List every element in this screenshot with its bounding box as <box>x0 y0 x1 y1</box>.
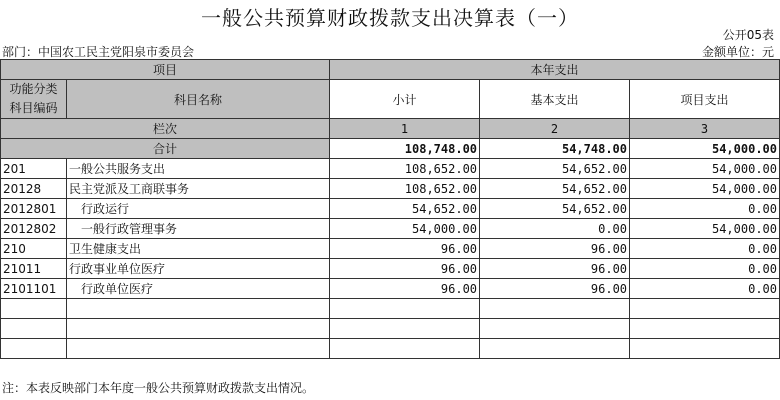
header-project: 项目支出 <box>630 80 780 119</box>
department-label: 部门：中国农工民主党阳泉市委员会 <box>2 45 195 59</box>
table-row <box>1 159 780 179</box>
row-code: 21011 <box>1 259 67 279</box>
header-basic: 基本支出 <box>480 80 630 119</box>
header-name: 科目名称 <box>67 80 330 119</box>
column-number-3: 3 <box>630 119 780 139</box>
total-basic: 54,748.00 <box>480 139 630 159</box>
row-subtotal: 108,652.00 <box>330 159 480 179</box>
row-project: 0.00 <box>630 259 780 279</box>
row-name: 一般行政管理事务 <box>67 219 330 239</box>
row-code: 20128 <box>1 179 67 199</box>
table-row <box>1 219 780 239</box>
table-row <box>1 259 780 279</box>
row-project: 54,000.00 <box>630 159 780 179</box>
row-subtotal: 108,652.00 <box>330 179 480 199</box>
column-number-2: 2 <box>480 119 630 139</box>
empty-row <box>1 299 780 319</box>
report-title: 一般公共预算财政拨款支出决算表（一） <box>201 6 579 30</box>
row-project: 0.00 <box>630 279 780 299</box>
footnote: 注：本表反映部门本年度一般公共预算财政拨款支出情况。 <box>2 381 315 395</box>
row-basic: 0.00 <box>480 219 630 239</box>
row-subtotal: 96.00 <box>330 259 480 279</box>
row-subtotal: 54,000.00 <box>330 219 480 239</box>
row-name: 一般公共服务支出 <box>67 159 330 179</box>
row-code: 210 <box>1 239 67 259</box>
row-basic: 54,652.00 <box>480 159 630 179</box>
row-name: 行政运行 <box>67 199 330 219</box>
header-current-year: 本年支出 <box>330 60 780 80</box>
form-number: 公开05表 <box>722 28 774 42</box>
row-project: 0.00 <box>630 199 780 219</box>
row-basic: 54,652.00 <box>480 179 630 199</box>
row-basic: 96.00 <box>480 279 630 299</box>
column-number-1: 1 <box>330 119 480 139</box>
row-basic: 96.00 <box>480 259 630 279</box>
total-project: 54,000.00 <box>630 139 780 159</box>
header-code: 功能分类 科目编码 <box>1 80 67 119</box>
row-subtotal: 96.00 <box>330 279 480 299</box>
row-project: 0.00 <box>630 239 780 259</box>
table-row <box>1 279 780 299</box>
row-subtotal: 96.00 <box>330 239 480 259</box>
row-subtotal: 54,652.00 <box>330 199 480 219</box>
total-subtotal: 108,748.00 <box>330 139 480 159</box>
row-code: 2012802 <box>1 219 67 239</box>
row-basic: 96.00 <box>480 239 630 259</box>
empty-row <box>1 339 780 359</box>
table-row <box>1 239 780 259</box>
expenditure-table <box>0 59 780 359</box>
row-name: 卫生健康支出 <box>67 239 330 259</box>
header-subtotal: 小计 <box>330 80 480 119</box>
row-name: 行政单位医疗 <box>67 279 330 299</box>
total-label: 合计 <box>1 139 330 159</box>
table-row <box>1 179 780 199</box>
row-code: 2012801 <box>1 199 67 219</box>
row-project: 54,000.00 <box>630 179 780 199</box>
row-code: 2101101 <box>1 279 67 299</box>
row-name: 行政事业单位医疗 <box>67 259 330 279</box>
column-number-label: 栏次 <box>1 119 330 139</box>
row-code: 201 <box>1 159 67 179</box>
table-row <box>1 199 780 219</box>
row-name: 民主党派及工商联事务 <box>67 179 330 199</box>
row-project: 54,000.00 <box>630 219 780 239</box>
row-basic: 54,652.00 <box>480 199 630 219</box>
amount-unit-label: 金额单位：元 <box>701 45 774 59</box>
header-item: 项目 <box>1 60 330 80</box>
empty-row <box>1 319 780 339</box>
